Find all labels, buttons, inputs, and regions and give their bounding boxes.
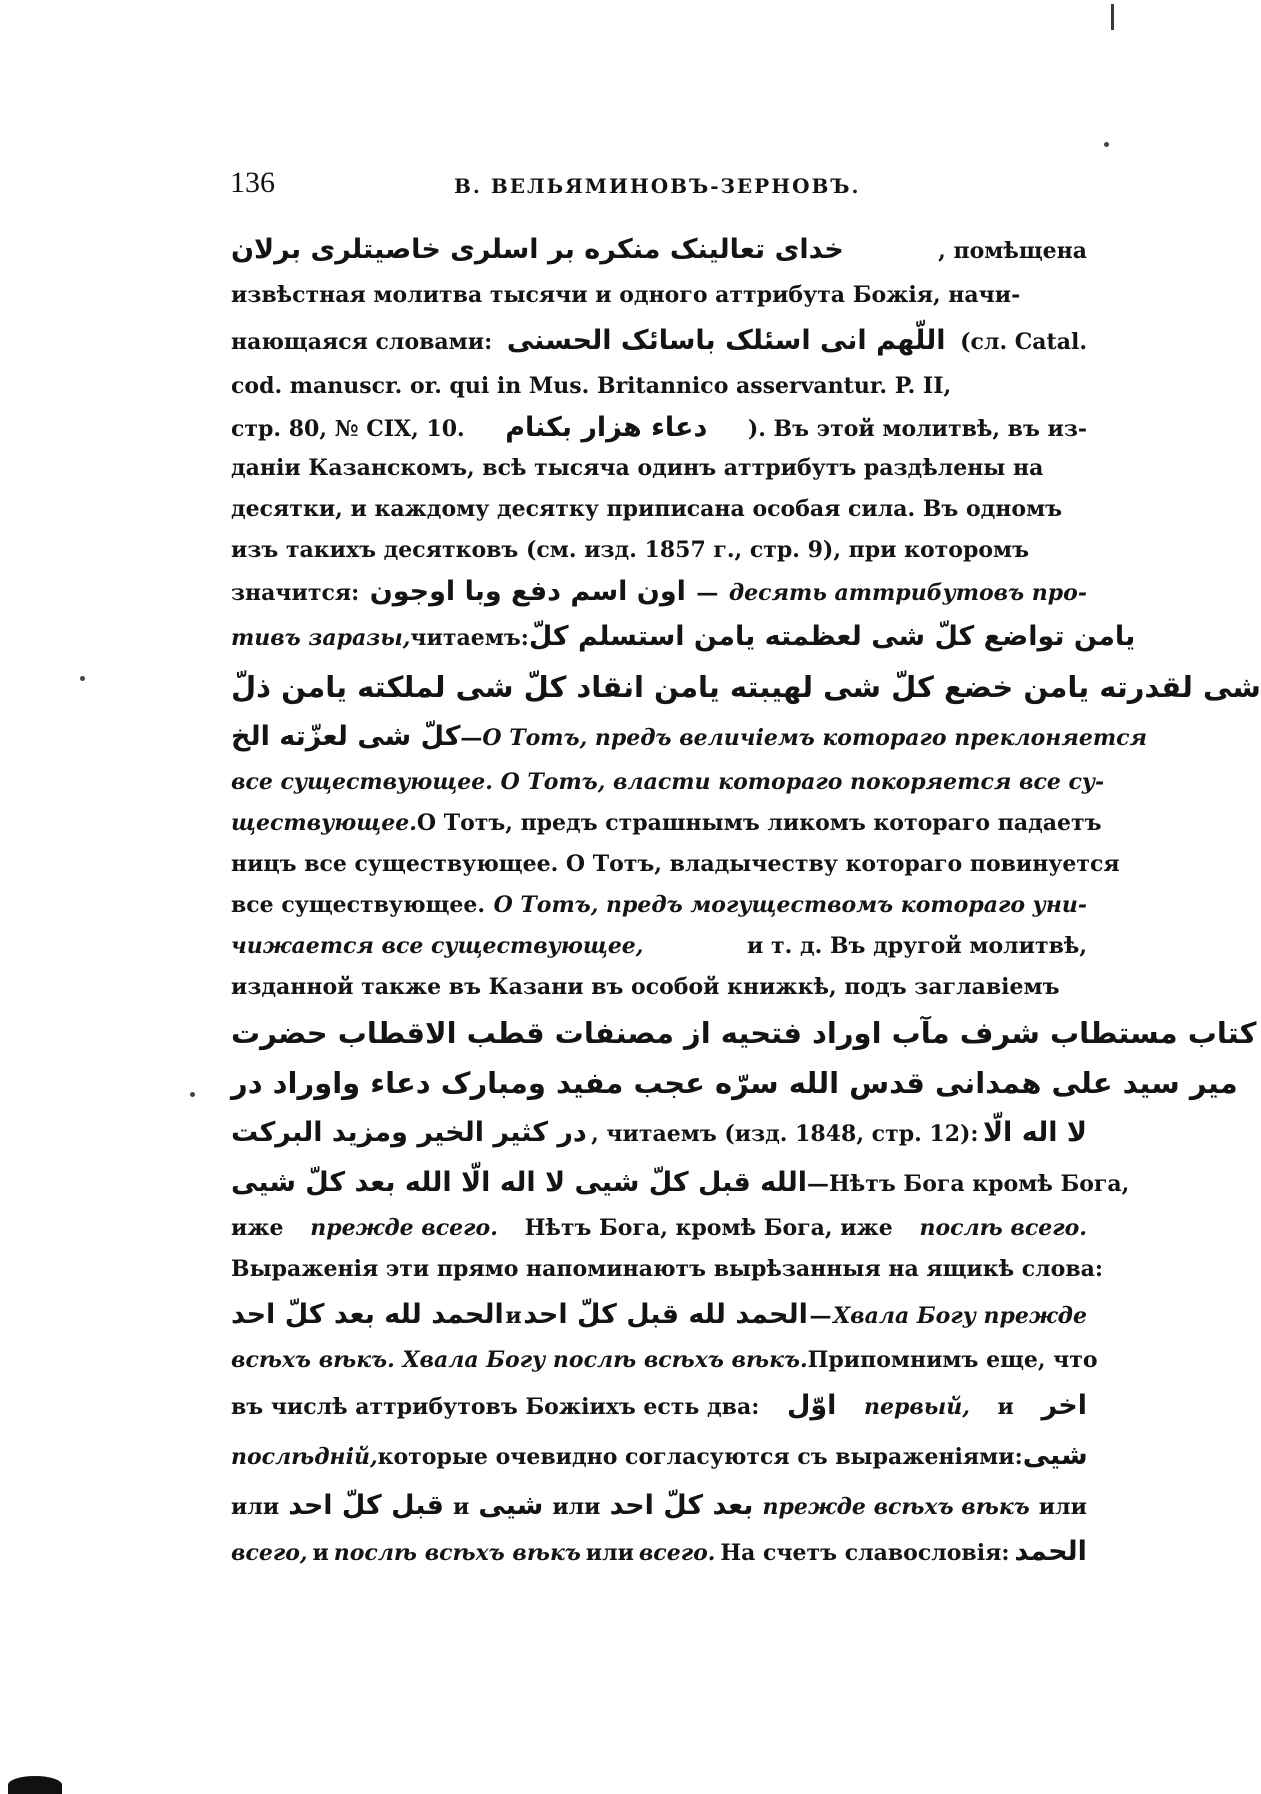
ink-blot (8, 1776, 62, 1794)
body-text-run: —Нѣтъ Бога кромѣ Бога, (806, 1171, 1130, 1197)
body-text-run: и (312, 1540, 329, 1566)
body-text-run: иже (231, 1215, 284, 1241)
body-text-run: или (1038, 1494, 1087, 1520)
text-line (231, 407, 1087, 448)
text-line (231, 225, 1087, 275)
text-line (231, 1249, 1104, 1290)
arabic-script-text: شیی (1022, 1440, 1088, 1471)
body-text-run: — (809, 1303, 832, 1329)
body-text-run: ). Въ этой молитвѣ, въ из- (747, 416, 1087, 442)
text-line (231, 1431, 1087, 1481)
body-text-run: — (696, 580, 719, 606)
body-text-run: значится: (231, 580, 360, 606)
text-line (231, 366, 1087, 407)
text-line (231, 1290, 1087, 1340)
body-text-run: стр. 80, № CIX, 10. (231, 416, 465, 442)
italic-translation-text: послѣдній, (231, 1444, 378, 1470)
body-text-run: или (231, 1494, 280, 1520)
italic-translation-text: все существующее. О Тотъ, власти котораго покоряется все су- (231, 769, 1105, 795)
arabic-script-text: میر سید علی همدانی قدس الله سرّه عجب مفید ومبارک دعاء واوراد در (231, 1066, 1238, 1100)
arabic-script-text: بعد کلّ احد (609, 1490, 754, 1521)
arabic-script-text: کلّ شی لعزّته الخ (231, 721, 461, 752)
text-line (231, 844, 1120, 885)
body-text-run: или (552, 1494, 601, 1520)
running-title: В. ВЕЛЬЯМИНОВЪ-ЗЕРНОВЪ. (454, 174, 861, 198)
body-text-run: читаемъ: (410, 625, 529, 651)
body-text-run: и (997, 1394, 1014, 1420)
body-text-run: О Тотъ, предъ страшнымъ ликомъ котораго падаетъ (416, 810, 1102, 836)
text-line (231, 1058, 1238, 1108)
text-line (231, 1008, 1257, 1058)
italic-translation-text: всѣхъ вѣкъ. Хвала Богу послѣ всѣхъ вѣкъ. (231, 1347, 808, 1373)
text-line (231, 316, 1087, 366)
body-text-run: — (460, 725, 483, 751)
body-text-run: въ числѣ аттрибутовъ Божіихъ есть два: (231, 1394, 760, 1420)
page-number: 136 (230, 166, 275, 199)
italic-translation-text: О Тотъ, предъ могуществомъ котораго уни- (493, 892, 1087, 918)
arabic-script-text: لا اله الّا (982, 1117, 1087, 1148)
margin-speck (190, 1092, 195, 1097)
text-line (231, 967, 1087, 1008)
body-text-run: Припомнимъ еще, что (807, 1347, 1098, 1373)
arabic-script-text: اوّل (786, 1390, 837, 1421)
text-line (231, 1108, 1087, 1158)
body-text-run: (сл. Catal. (960, 329, 1087, 355)
italic-translation-text: всего, (231, 1540, 308, 1566)
margin-speck (1104, 142, 1109, 147)
body-text-run: Выраженія эти прямо напоминаютъ вырѣзанныя на ящикѣ слова: (231, 1256, 1104, 1282)
body-text-run: нающаяся словами: (231, 329, 493, 355)
text-line (231, 662, 1261, 712)
body-text-run: и (453, 1494, 470, 1520)
text-line (231, 1208, 1087, 1249)
italic-translation-text: всего. (638, 1540, 716, 1566)
body-text-run: , читаемъ (изд. 1848, стр. 12): (591, 1121, 979, 1147)
margin-speck (80, 676, 85, 681)
arabic-script-text: الحمد لله قبل کلّ احد (523, 1299, 808, 1330)
body-text-run: все существующее. (231, 892, 486, 918)
text-line (231, 1531, 1087, 1572)
text-line (231, 530, 1087, 571)
text-line (231, 571, 1087, 612)
arabic-script-text: در کثیر الخیر ومزید البرکت (231, 1117, 587, 1148)
body-text-run: десятки, и каждому десятку приписана особая сила. Въ одномъ (231, 496, 1063, 522)
text-line (231, 612, 1136, 662)
page-header (224, 166, 1088, 206)
arabic-script-text: شی لقدرته یامن خضع کلّ شی لهیبته یامن انقاد کلّ شی لملکته یامن ذلّ (231, 670, 1261, 704)
text-line (231, 762, 1105, 803)
italic-translation-text: послѣ всего. (919, 1215, 1087, 1241)
italic-translation-text: чижается все существующее, (231, 933, 644, 959)
arabic-script-text: خدای تعالینک منکره بر اسلری خاصیتلری برلان (231, 234, 844, 265)
arabic-script-text: دعاء هزار بکنام (505, 412, 708, 443)
arabic-script-text: قبل کلّ احد (288, 1490, 444, 1521)
body-text-run: , помѣщена (938, 238, 1087, 264)
body-text (231, 225, 1261, 1572)
italic-translation-text: десять аттрибутовъ про- (728, 580, 1087, 606)
arabic-script-text: الحمد (1014, 1536, 1087, 1567)
italic-translation-text: прежде всѣхъ вѣкъ (762, 1494, 1030, 1520)
text-line (231, 1158, 1130, 1208)
page-edge-mark (1111, 4, 1114, 30)
arabic-script-text: اللّهم انی اسئلک باسائک الحسنی (506, 325, 946, 356)
italic-translation-text: первый, (864, 1394, 970, 1420)
text-line (231, 885, 1087, 926)
body-text-run: На счетъ славословія: (720, 1540, 1010, 1566)
text-line (231, 803, 1102, 844)
body-text-run: cod. manuscr. or. qui in Mus. Britannico asservantur. P. II, (231, 373, 952, 399)
text-line (231, 1381, 1087, 1431)
body-text-run: и т. д. Въ другой молитвѣ, (747, 933, 1087, 959)
text-line (231, 489, 1087, 530)
arabic-script-text: اون اسم دفع وبا اوجون (369, 576, 686, 607)
text-line (231, 712, 1148, 762)
text-line (231, 1481, 1087, 1531)
body-text-run: и (505, 1303, 522, 1329)
arabic-script-text: کتاب مستطاب شرف مآب اوراد فتحیه از مصنفات قطب الاقطاب حضرت (231, 1016, 1257, 1050)
text-line (231, 448, 1087, 489)
body-text-run: Нѣтъ Бога, кромѣ Бога, иже (524, 1215, 893, 1241)
text-line (231, 1340, 1098, 1381)
arabic-script-text: الحمد لله بعد کلّ احد (231, 1299, 504, 1330)
arabic-script-text: الله قبل کلّ شیی لا اله الّا الله بعد کلّ شیی (231, 1167, 807, 1198)
body-text-run: даніи Казанскомъ, всѣ тысяча одинъ аттрибутъ раздѣлены на (231, 455, 1044, 481)
italic-translation-text: О Тотъ, предъ величіемъ котораго преклоняется (482, 725, 1148, 751)
body-text-run: изданной также въ Казани въ особой книжкѣ, подъ заглавіемъ (231, 974, 1060, 1000)
body-text-run: или (585, 1540, 634, 1566)
arabic-script-text: یامن تواضع کلّ شی لعظمته یامن استسلم کلّ (528, 621, 1136, 652)
arabic-script-text: اخر (1041, 1390, 1087, 1421)
body-text-run: извѣстная молитва тысячи и одного аттрибута Божія, начи- (231, 282, 1021, 308)
text-line (231, 926, 1087, 967)
italic-translation-text: ществующее. (231, 810, 417, 836)
italic-translation-text: Хвала Богу прежде (833, 1303, 1087, 1329)
body-text-run: ницъ все существующее. О Тотъ, владычеству котораго повинуется (231, 851, 1120, 877)
arabic-script-text: شیی (478, 1490, 544, 1521)
text-line (231, 275, 1087, 316)
body-text-run: изъ такихъ десятковъ (см. изд. 1857 г., стр. 9), при которомъ (231, 537, 1030, 563)
body-text-run: которые очевидно согласуются съ выраженіями: (377, 1444, 1023, 1470)
italic-translation-text: прежде всего. (310, 1215, 498, 1241)
italic-translation-text: тивъ заразы, (231, 625, 411, 651)
italic-translation-text: послѣ всѣхъ вѣкъ (333, 1540, 581, 1566)
